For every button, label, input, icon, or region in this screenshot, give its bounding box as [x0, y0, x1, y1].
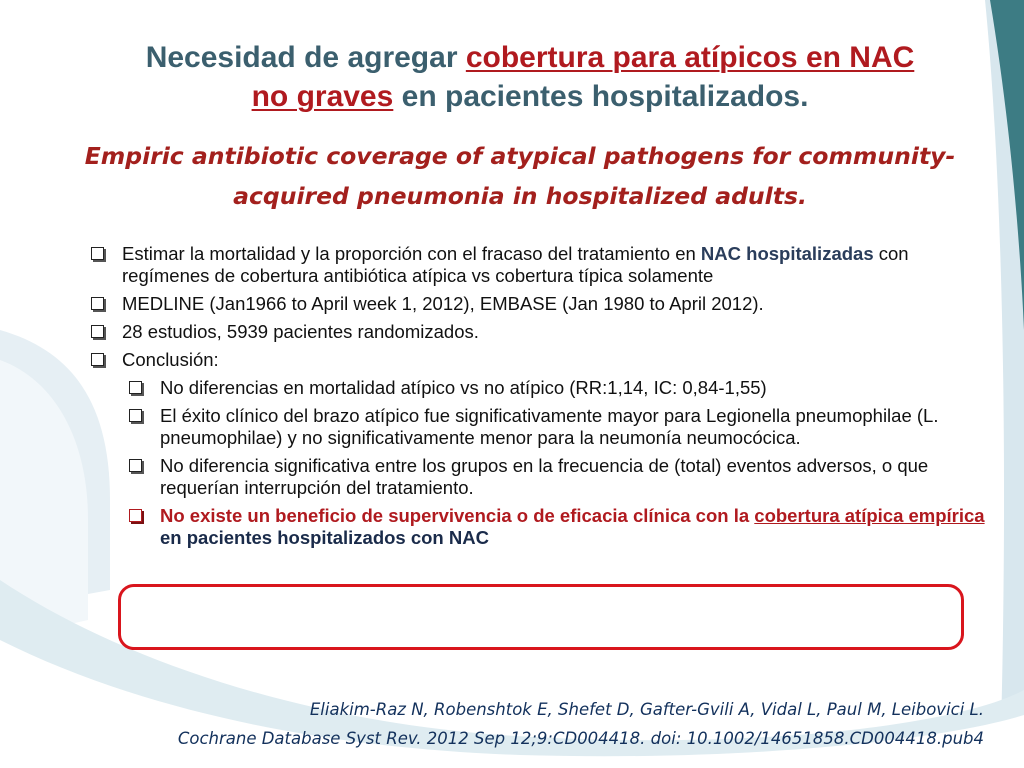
bullet-databases: MEDLINE (Jan1966 to April week 1, 2012), EMBASE (Jan 1980 to April 2012).	[88, 293, 988, 315]
slide-title	[60, 38, 1000, 116]
study-title-line-1: Empiric antibiotic coverage of atypical pathogens for community-	[84, 142, 956, 170]
checkbox-bullet-icon	[129, 459, 142, 472]
title-highlight-2: no graves	[251, 80, 394, 113]
checkbox-bullet-icon	[91, 325, 104, 338]
bullet-studies: 28 estudios, 5939 pacientes randomizados.	[88, 321, 988, 343]
bullet-conclusion-heading: Conclusión:	[88, 349, 988, 371]
bullet-list	[88, 243, 988, 549]
checkbox-bullet-icon	[129, 409, 142, 422]
highlight-box	[118, 584, 964, 650]
checkbox-bullet-icon	[129, 381, 142, 394]
checkbox-bullet-icon	[91, 353, 104, 366]
reference-authors: Eliakim-Raz N, Robenshtok E, Shefet D, Gafter-Gvili A, Vidal L, Paul M, Leibovici L.	[309, 700, 984, 719]
sub-bullet-adverse-events: No diferencia significativa entre los grupos en la frecuencia de (total) eventos adversos, o que requerían interrupción del tratamiento.	[126, 455, 988, 499]
sub-bullet-clinical-success: El éxito clínico del brazo atípico fue significativamente mayor para Legionella pneumophilae (L. pneumophilae) y no significativamente menor para la neumonía neumocócica.	[126, 405, 988, 449]
sub-bullet-key-finding: No existe un beneficio de supervivencia o de eficacia clínica con la cobertura atípica empírica en pacientes hospitalizados con NAC	[126, 505, 988, 549]
study-title-line-2: acquired pneumonia in hospitalized adults.	[233, 182, 807, 210]
title-text-post: en pacientes hospitalizados.	[393, 80, 809, 113]
checkbox-bullet-icon	[91, 247, 104, 260]
checkbox-bullet-icon	[129, 509, 142, 522]
checkbox-bullet-icon	[91, 297, 104, 310]
title-text-pre: Necesidad de agregar	[145, 41, 466, 74]
study-title	[40, 136, 1000, 216]
reference-citation: Cochrane Database Syst Rev. 2012 Sep 12;9:CD004418. doi: 10.1002/14651858.CD004418.pub4	[177, 729, 984, 748]
bullet-objective: Estimar la mortalidad y la proporción con el fracaso del tratamiento en NAC hospitalizadas con regímenes de cobertura antibiótica atípica vs cobertura típica solamente	[88, 243, 988, 287]
sub-bullet-mortality: No diferencias en mortalidad atípico vs no atípico (RR:1,14, IC: 0,84-1,55)	[126, 377, 988, 399]
title-highlight-1: cobertura para atípicos en NAC	[465, 41, 915, 74]
